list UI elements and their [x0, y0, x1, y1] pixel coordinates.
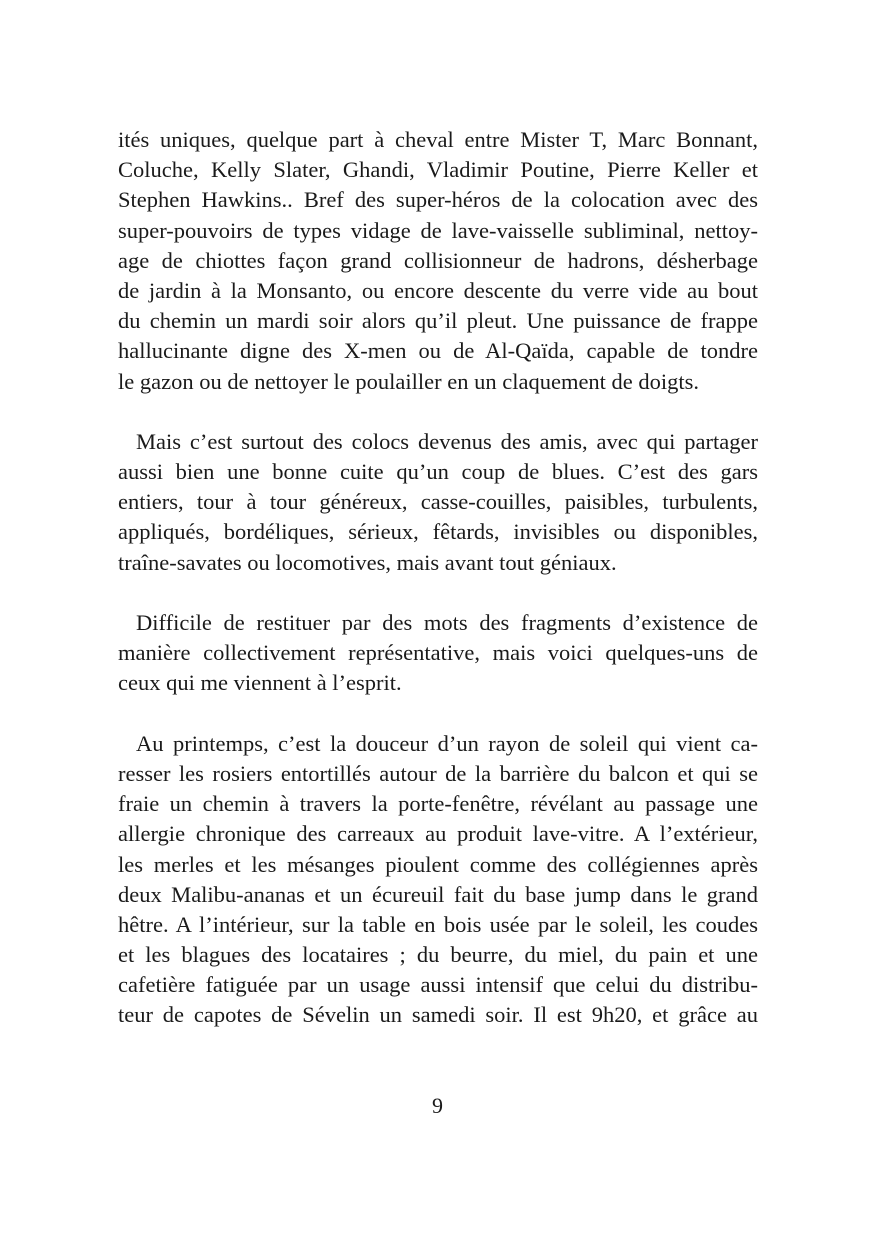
- text-line: Difficile de restituer par des mots des fragments d’existence de: [136, 610, 758, 635]
- paragraph-2: [118, 427, 758, 578]
- paragraph-4: [118, 729, 758, 1031]
- text-line: le gazon ou de nettoyer le poulailler en un claquement de doigts.: [118, 368, 700, 394]
- text-line: les merles et les mésanges pioulent comme des collégiennes après: [118, 851, 758, 877]
- text-line: manière collectivement représentative, mais voici quelques-uns de: [118, 640, 758, 666]
- text-line: Coluche, Kelly Slater, Ghandi, Vladimir Poutine, Pierre Keller et: [118, 157, 758, 183]
- text-line: aussi bien une bonne cuite qu’un coup de blues. C’est des gars: [118, 459, 758, 485]
- page-number: 9: [432, 1093, 443, 1118]
- text-line: Au printemps, c’est la douceur d’un rayon de soleil qui vient ca-: [136, 730, 758, 756]
- text-line: fraie un chemin à travers la porte-fenêtre, révélant au passage une: [118, 791, 758, 817]
- text-line: de jardin à la Monsanto, ou encore descente du verre vide au bout: [118, 277, 758, 303]
- text-line: resser les rosiers entortillés autour de la barrière du balcon et qui se: [118, 760, 758, 786]
- text-line: du chemin un mardi soir alors qu’il pleut. Une puissance de frappe: [118, 308, 758, 334]
- text-line: Stephen Hawkins.. Bref des super-héros de la colocation avec des: [118, 187, 758, 213]
- text-line: hêtre. A l’intérieur, sur la table en bois usée par le soleil, les coudes: [118, 911, 758, 937]
- paragraph-1: [118, 125, 758, 397]
- text-line: teur de capotes de Sévelin un samedi soir. Il est 9h20, et grâce au: [118, 1002, 758, 1028]
- text-line: ceux qui me viennent à l’esprit.: [118, 670, 402, 696]
- text-line: super-pouvoirs de types vidage de lave-vaisselle subliminal, nettoy-: [118, 217, 758, 243]
- text-line: entiers, tour à tour généreux, casse-couilles, paisibles, turbulents,: [118, 489, 758, 515]
- text-line: age de chiottes façon grand collisionneur de hadrons, désherbage: [118, 247, 758, 273]
- text-line: deux Malibu-ananas et un écureuil fait du base jump dans le grand: [118, 881, 758, 907]
- body-text: [118, 125, 758, 1061]
- text-line: et les blagues des locataires ; du beurre, du miel, du pain et une: [118, 942, 758, 968]
- text-line: hallucinante digne des X-men ou de Al-Qaïda, capable de tondre: [118, 338, 758, 364]
- text-line: ités uniques, quelque part à cheval entre Mister T, Marc Bonnant,: [118, 127, 758, 152]
- text-line: cafetière fatiguée par un usage aussi intensif que celui du distribu-: [118, 972, 758, 998]
- text-line: Mais c’est surtout des colocs devenus des amis, avec qui partager: [136, 428, 758, 454]
- text-line: appliqués, bordéliques, sérieux, fêtards, invisibles ou disponibles,: [118, 519, 758, 545]
- text-line: allergie chronique des carreaux au produit lave-vitre. A l’extérieur,: [118, 821, 758, 847]
- paragraph-3: [118, 608, 758, 699]
- text-line: traîne-savates ou locomotives, mais avant tout géniaux.: [118, 549, 617, 575]
